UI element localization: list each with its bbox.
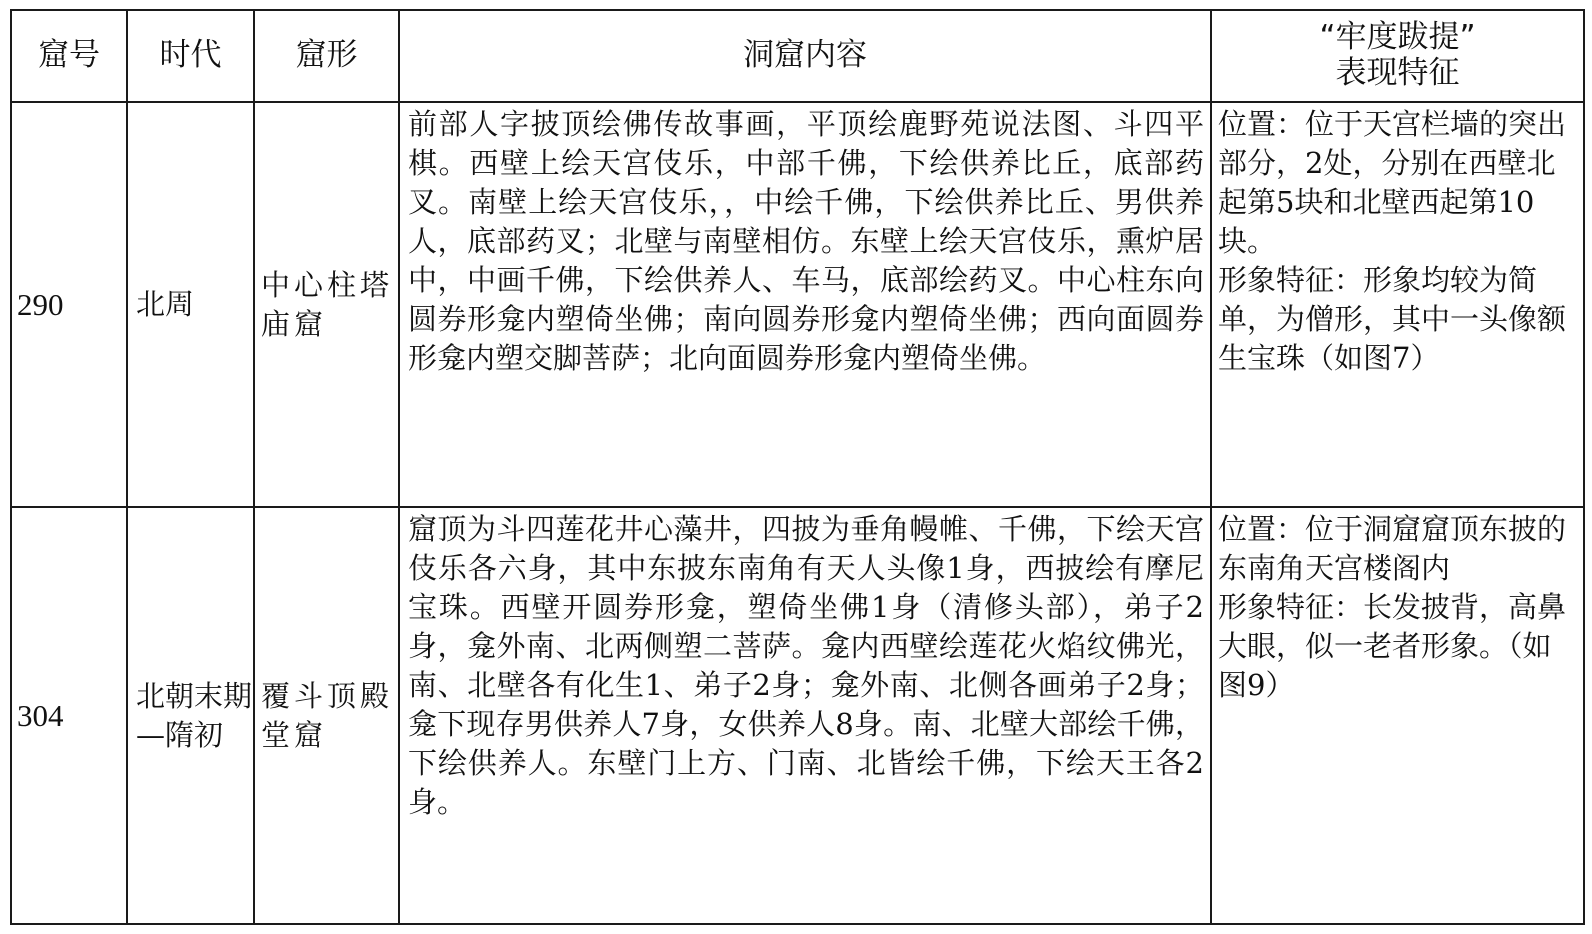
cave-content-cell: 前部人字披顶绘佛传故事画，平顶绘鹿野苑说法图、斗四平棋。西壁上绘天宫伎乐，中部千佛，下绘供养比丘，底部药叉。南壁上绘天宫伎乐，，中绘千佛，下绘供养比丘、男供养人，底部药叉；北壁与南壁相仿。东壁上绘天宫伎乐，熏炉居中，中画千佛，下绘供养人、车马，底部绘药叉。中心柱东向圆券形龛内塑倚坐佛；南向圆券形龛内塑倚坐佛；西向面圆券形龛内塑交脚菩萨；北向面圆券形龛内塑倚坐佛。 bbox=[399, 102, 1211, 507]
feature-position: 位置：位于洞窟窟顶东披的东南角天宫楼阁内 bbox=[1218, 512, 1567, 585]
header-era: 时代 bbox=[127, 10, 254, 102]
header-feature-line1: “牢度跋提” bbox=[1319, 19, 1476, 56]
era-cell: 北朝末期—隋初 bbox=[127, 507, 254, 924]
cave-table bbox=[10, 9, 1585, 925]
header-cave-number: 窟号 bbox=[11, 10, 127, 102]
table-row bbox=[11, 507, 1584, 924]
feature-image: 形象特征：长发披背，高鼻大眼，似一老者形象。（如图9） bbox=[1218, 590, 1567, 702]
table-row bbox=[11, 102, 1584, 507]
cave-number-cell: 290 bbox=[11, 102, 127, 507]
cave-type-cell: 中心柱塔庙窟 bbox=[254, 102, 399, 507]
era-cell: 北周 bbox=[127, 102, 254, 507]
header-cave-content: 洞窟内容 bbox=[399, 10, 1211, 102]
feature-cell bbox=[1211, 507, 1584, 924]
cave-type-cell: 覆斗顶殿堂窟 bbox=[254, 507, 399, 924]
header-row bbox=[11, 10, 1584, 102]
header-cave-type: 窟形 bbox=[254, 10, 399, 102]
feature-cell bbox=[1211, 102, 1584, 507]
cave-content-cell: 窟顶为斗四莲花井心藻井，四披为垂角幔帷、千佛，下绘天宫伎乐各六身，其中东披东南角有天人头像1身，西披绘有摩尼宝珠。西壁开圆券形龛，塑倚坐佛1身（清修头部），弟子2身，龛外南、北两侧塑二菩萨。龛内西壁绘莲花火焰纹佛光，南、北壁各有化生1、弟子2身；龛外南、北侧各画弟子2身；龛下现存男供养人7身，女供养人8身。南、北壁大部绘千佛，下绘供养人。东壁门上方、门南、北皆绘千佛，下绘天王各2身。 bbox=[399, 507, 1211, 924]
feature-image: 形象特征：形象均较为简单，为僧形，其中一头像额生宝珠（如图7） bbox=[1218, 263, 1567, 375]
feature-position: 位置：位于天宫栏墙的突出部分，2处，分别在西壁北起第5块和北壁西起第10块。 bbox=[1218, 107, 1567, 258]
cave-number-cell: 304 bbox=[11, 507, 127, 924]
header-feature-line2: 表现特征 bbox=[1335, 55, 1460, 91]
header-feature bbox=[1211, 10, 1584, 102]
